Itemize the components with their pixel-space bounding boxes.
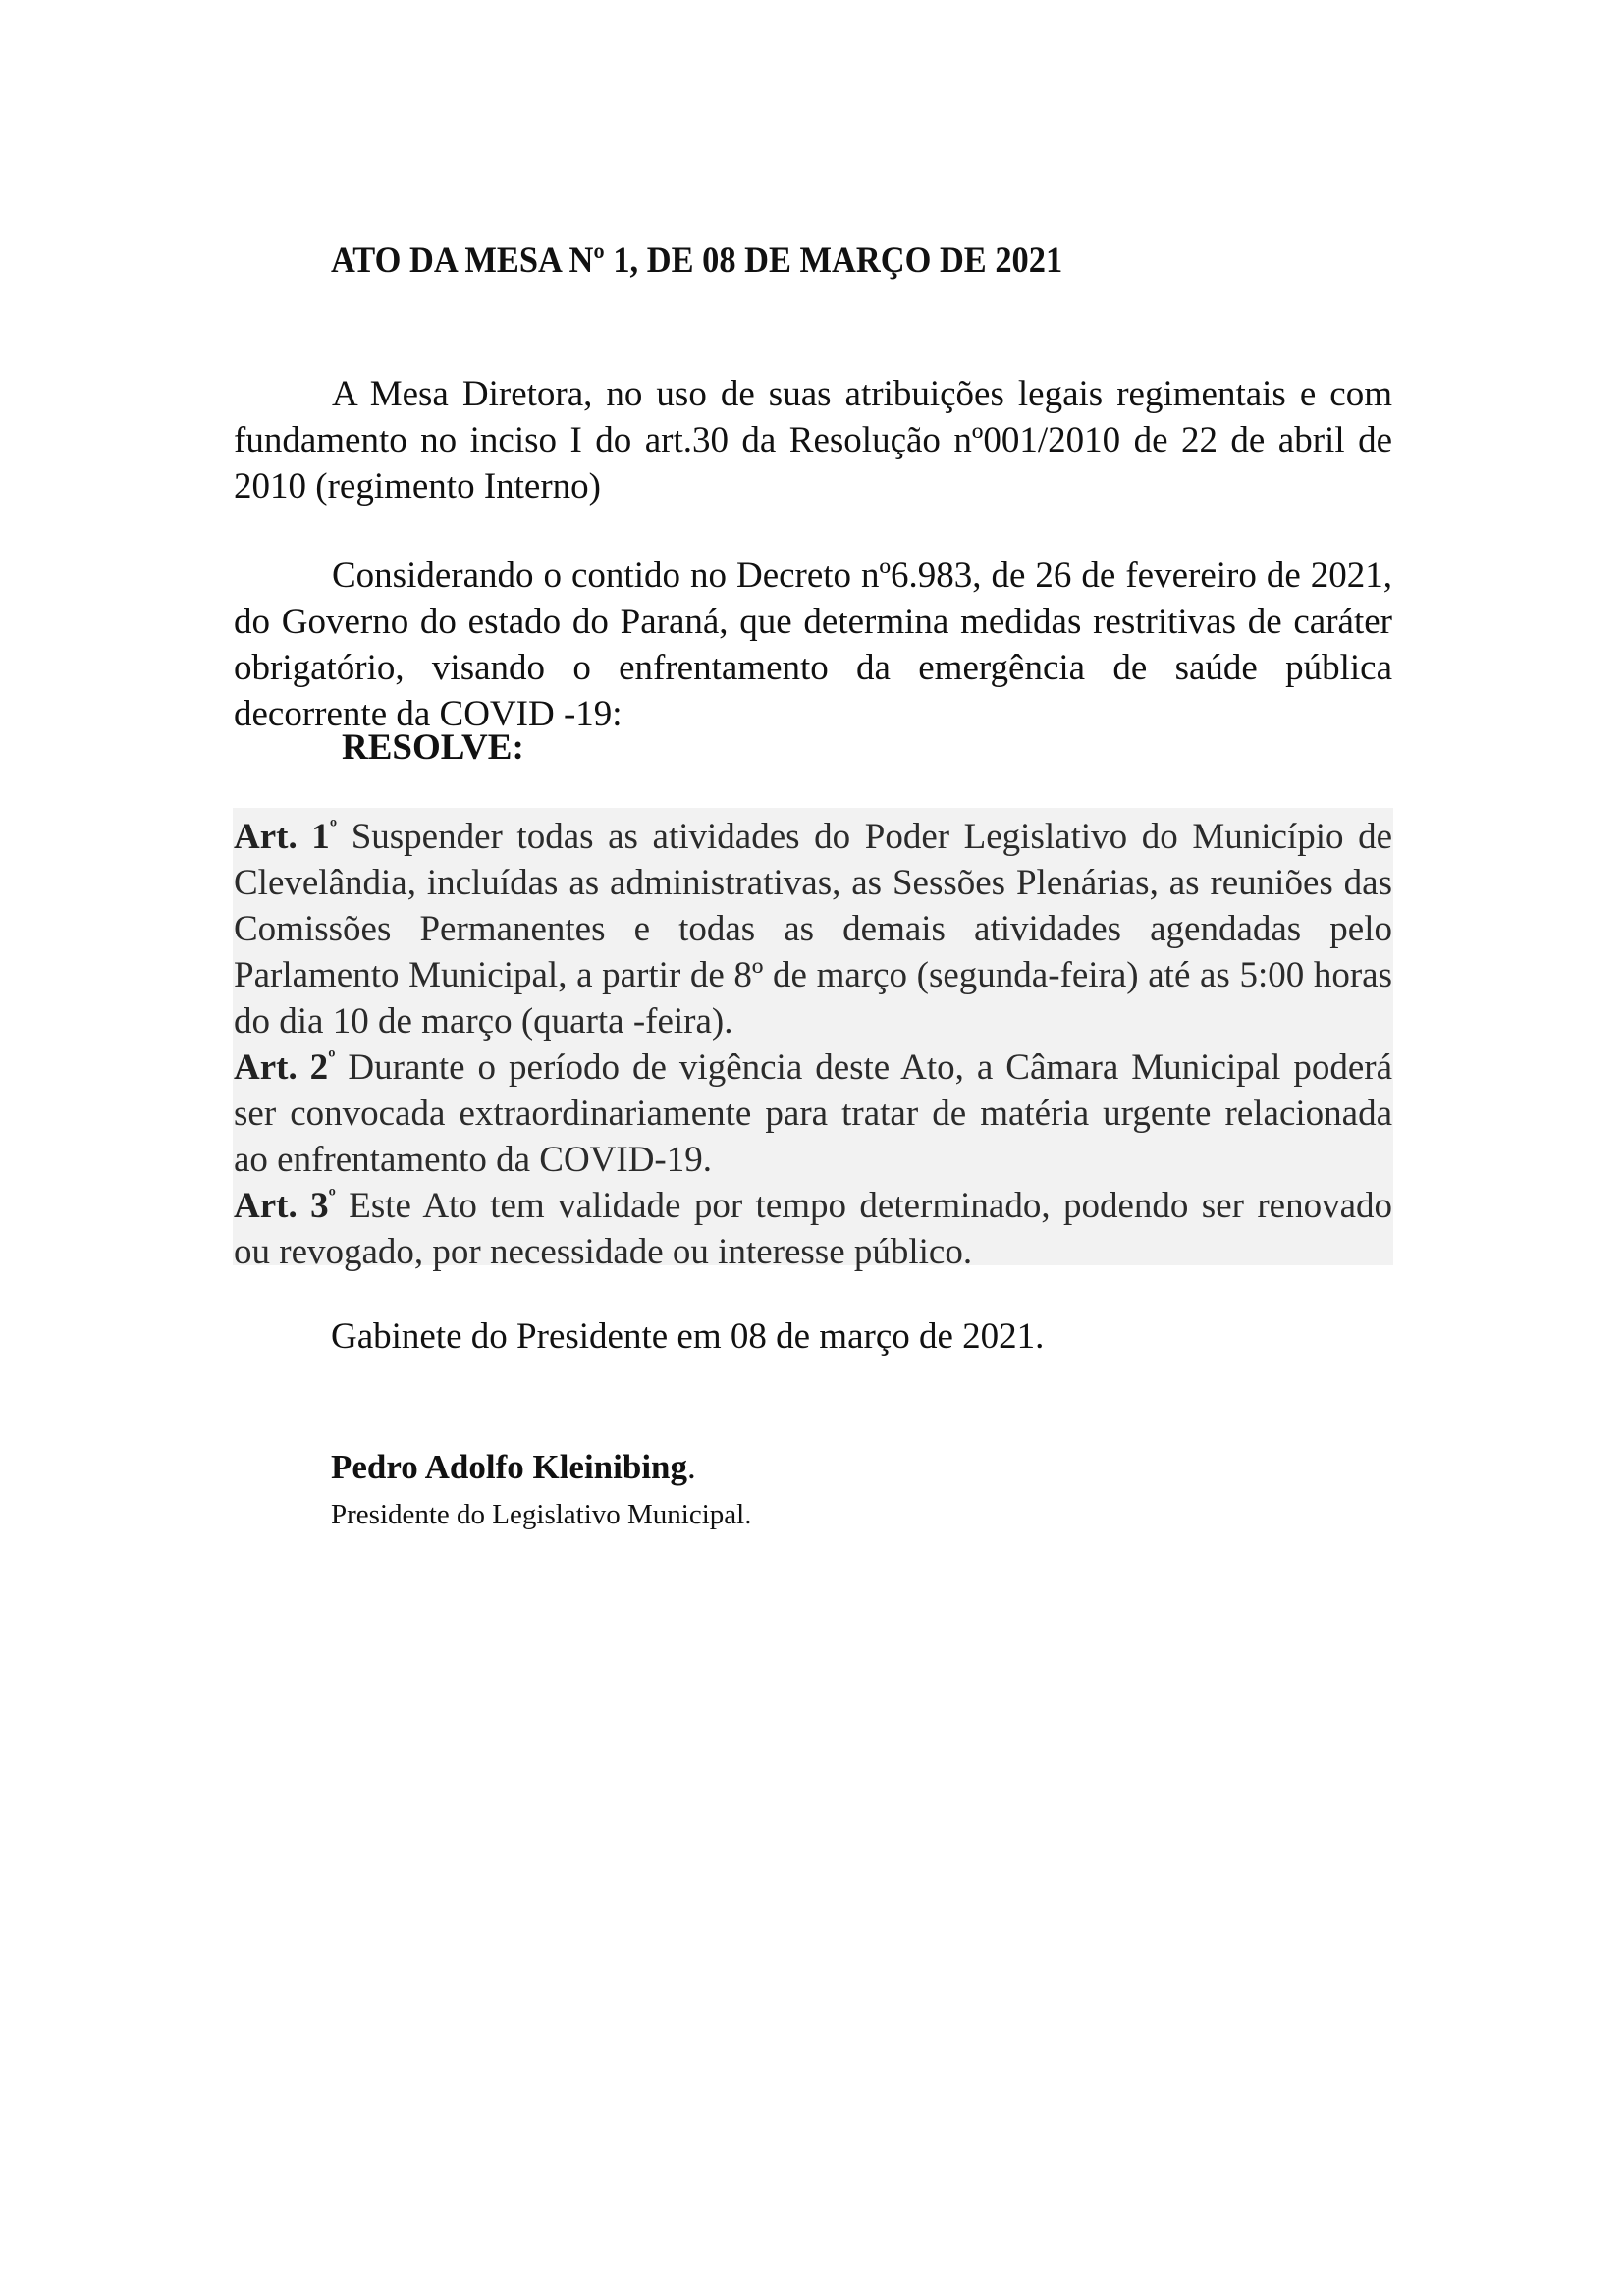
closing-line: Gabinete do Presidente em 08 de março de 2021. bbox=[331, 1316, 1045, 1357]
article-3-text: Este Ato tem validade por tempo determinado, podendo ser renovado ou revogado, por necessidade ou interesse público. bbox=[234, 1186, 1393, 1272]
article-1-label: Art. $1^º$ bbox=[234, 815, 338, 857]
article-2-label: Art. $2^º$ bbox=[234, 1045, 336, 1088]
article-3-label: Art. $3^º$ bbox=[234, 1184, 336, 1226]
article-1-text: Suspender todas as atividades do Poder Legislativo do Município de Clevelândia, incluídas as administrativas, as Sessões Plenárias, as reuniões das Comissões Permanentes e todas as demais atividades agendadas pelo Parlamento Municipal, a partir de 8º de março (segunda-feira) até as 5:00 horas do dia 10 de março (quarta -feira). bbox=[234, 817, 1392, 1041]
document-title: ATO DA MESA Nº 1, DE 08 DE MARÇO DE 2021 bbox=[331, 240, 1063, 281]
preamble-paragraph: A Mesa Diretora, no uso de suas atribuições legais regimentais e com fundamento no inciso I do art.30 da Resolução nº001/2010 de 22 de abril de 2010 (regimento Interno) bbox=[234, 374, 1392, 507]
article-1 bbox=[234, 814, 1392, 1044]
signer-role: Presidente do Legislativo Municipal. bbox=[331, 1499, 752, 1530]
article-2-text: Durante o período de vigência deste Ato, a Câmara Municipal poderá ser convocada extraordinariamente para tratar de matéria urgente relacionada ao enfrentamento da COVID-19. bbox=[234, 1047, 1392, 1180]
considering-paragraph: Considerando o contido no Decreto nº6.983, de 26 de fevereiro de 2021, do Governo do estado do Paraná, que determina medidas restritivas de caráter obrigatório, visando o enfrentamento da emergência de saúde pública decorrente da COVID -19: bbox=[234, 556, 1392, 734]
resolve-heading: RESOLVE: bbox=[342, 727, 524, 768]
article-2 bbox=[234, 1044, 1392, 1183]
signer-name: Pedro Adolfo Kleinibing. bbox=[331, 1448, 696, 1486]
article-3 bbox=[234, 1183, 1392, 1275]
